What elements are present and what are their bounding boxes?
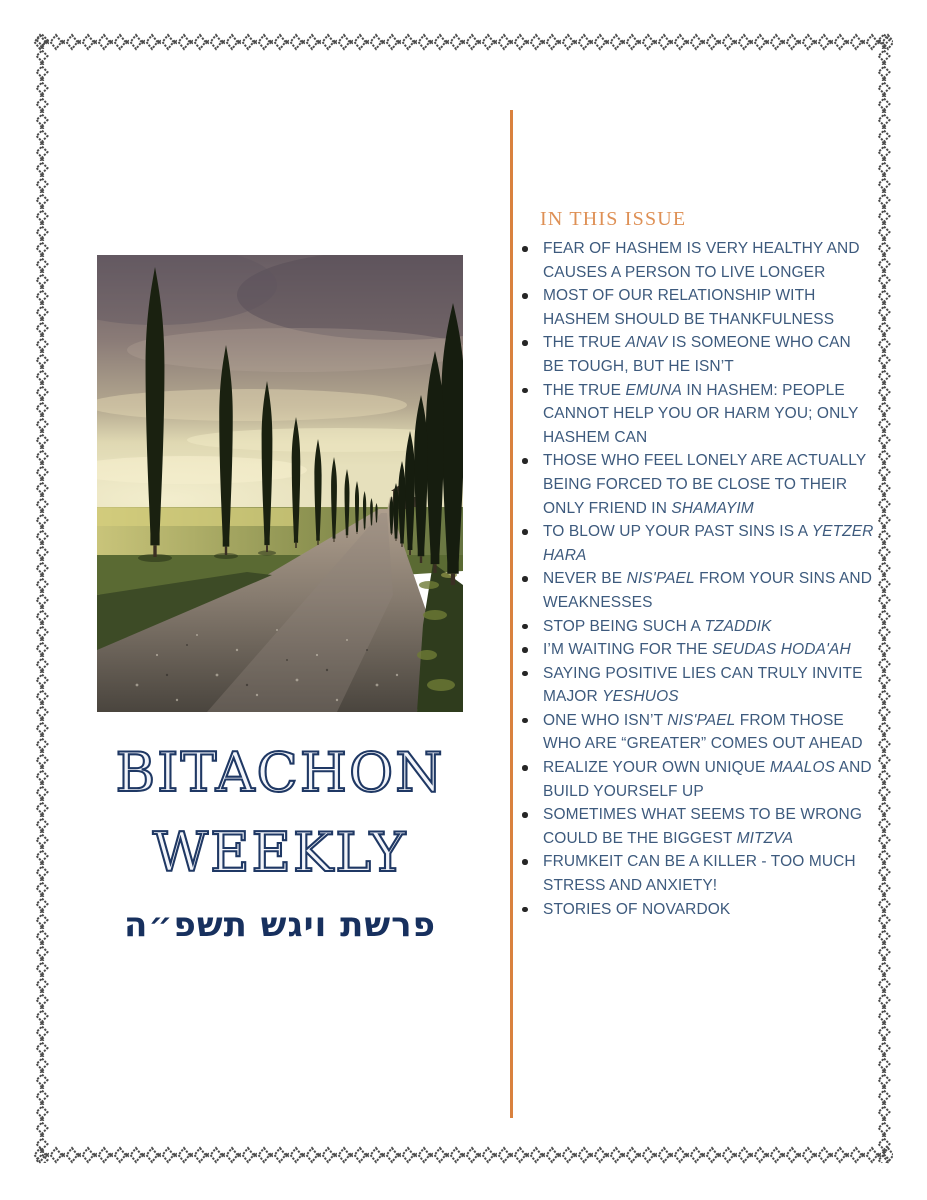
toc-item-text: SOMETIMES WHAT SEEMS TO BE WRONG COULD BE THE BIGGEST MITZVA [543, 806, 862, 847]
cover-photo [97, 255, 463, 712]
toc-item-text: THE TRUE ANAV IS SOMEONE WHO CAN BE TOUGH, BUT HE ISN’T [543, 334, 851, 375]
toc-item-text: FRUMKEIT CAN BE A KILLER - TOO MUCH STRESS AND ANXIETY! [543, 853, 856, 895]
newsletter-title [60, 733, 500, 893]
title-line-1: BITACHON [115, 741, 445, 804]
toc-item [518, 449, 874, 520]
masthead [60, 733, 500, 945]
toc-item [518, 662, 874, 709]
toc-item [518, 567, 874, 614]
bullet-icon [522, 671, 528, 677]
toc-item-text: ONE WHO ISN’T NIS'PAEL FROM THOSE WHO ARE “GREATER” COMES OUT AHEAD [543, 711, 863, 753]
toc-item-text: STORIES OF NOVARDOK [543, 900, 731, 918]
toc-item-text: I’M WAITING FOR THE SEUDAS HODA'AH [543, 641, 851, 659]
toc-item [518, 803, 874, 850]
toc-heading: IN THIS ISSUE [540, 208, 687, 230]
decorative-border-bottom [33, 1146, 893, 1164]
toc-item [518, 379, 874, 450]
decorative-border-right [875, 33, 893, 1163]
bullet-icon [522, 293, 528, 299]
column-divider-line [510, 110, 513, 1118]
bullet-icon [522, 812, 528, 818]
bullet-icon [522, 647, 528, 653]
bullet-icon [522, 859, 528, 865]
toc-item [518, 756, 874, 803]
toc-item [518, 709, 874, 756]
decorative-border-left [33, 33, 51, 1163]
toc-item-text: REALIZE YOUR OWN UNIQUE MAALOS AND BUILD YOURSELF UP [543, 759, 872, 800]
toc-item-text: THOSE WHO FEEL LONELY ARE ACTUALLY BEING FORCED TO BE CLOSE TO THEIR ONLY FRIEND IN SHAMAYIM [543, 452, 866, 517]
toc-item [518, 237, 874, 284]
toc-item-text: STOP BEING SUCH A TZADDIK [543, 617, 772, 635]
toc-item-text: FEAR OF HASHEM IS VERY HEALTHY AND CAUSES A PERSON TO LIVE LONGER [543, 240, 860, 281]
bullet-icon [522, 388, 528, 394]
toc-item-text: THE TRUE EMUNA IN HASHEM: PEOPLE CANNOT HELP YOU OR HARM YOU; ONLY HASHEM CAN [543, 381, 859, 446]
title-line-2: WEEKLY [152, 821, 408, 884]
toc-item [518, 638, 874, 662]
in-this-issue-section [518, 206, 874, 921]
bullet-icon [522, 529, 528, 535]
toc-list [518, 237, 874, 921]
bullet-icon [522, 624, 528, 630]
toc-item [518, 850, 874, 897]
toc-item [518, 331, 874, 378]
bullet-icon [522, 576, 528, 582]
toc-item-text: NEVER BE NIS'PAEL FROM YOUR SINS AND WEAKNESSES [543, 570, 872, 611]
bullet-icon [522, 907, 528, 913]
toc-item-text: TO BLOW UP YOUR PAST SINS IS A YETZER HARA [543, 523, 874, 564]
bullet-icon [522, 340, 528, 346]
toc-item-text: SAYING POSITIVE LIES CAN TRULY INVITE MAJOR YESHUOS [543, 664, 863, 706]
bullet-icon [522, 765, 528, 771]
bullet-icon [522, 246, 528, 252]
bullet-icon [522, 458, 528, 464]
toc-item [518, 615, 874, 639]
toc-item-text: MOST OF OUR RELATIONSHIP WITH HASHEM SHOULD BE THANKFULNESS [543, 287, 835, 328]
decorative-border-top [33, 33, 893, 51]
toc-item [518, 284, 874, 331]
toc-item [518, 520, 874, 567]
bullet-icon [522, 718, 528, 724]
toc-item [518, 898, 874, 922]
parsha-edition-hebrew: פרשת ויגש תשפ״ה [123, 905, 437, 945]
